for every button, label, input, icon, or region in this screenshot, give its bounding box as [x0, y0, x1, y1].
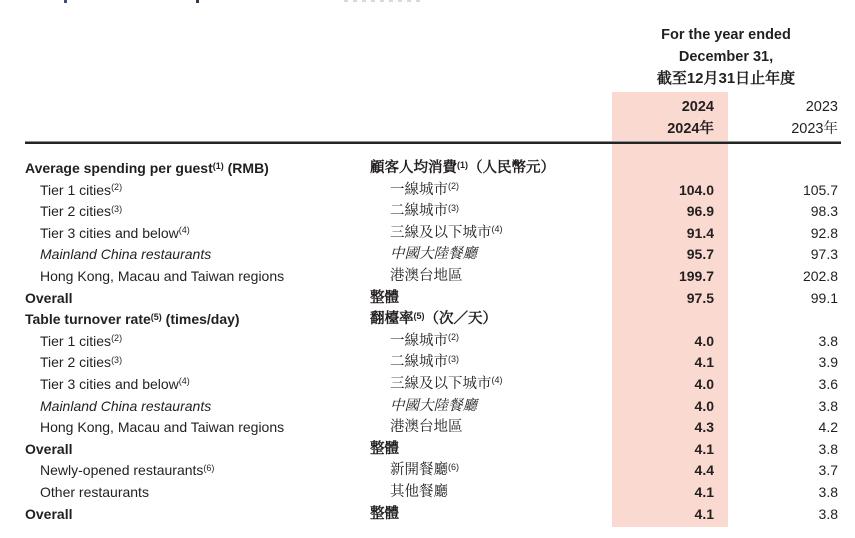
value-2023: 3.8 [818, 440, 838, 457]
value-2023: 92.8 [810, 224, 838, 241]
table-row [25, 417, 838, 439]
header-rule [25, 141, 841, 144]
value-2023: 3.9 [818, 354, 838, 371]
row-label-en: Tier 1 cities$^{(2)}$ [40, 181, 123, 198]
row-label-en: Tier 3 cities and below$^{(4)}$ [40, 224, 190, 241]
value-2024: 104.0 [678, 181, 714, 198]
value-2024: 4.4 [694, 462, 714, 479]
row-label-en: Newly-opened restaurants$^{(6)}$ [40, 462, 215, 479]
value-2024: 96.9 [686, 203, 714, 220]
column-header-2023-en: 2023 [805, 99, 838, 115]
row-label-en: Tier 1 cities$^{(2)}$ [40, 332, 123, 349]
table-row [25, 460, 838, 482]
value-2023 [714, 309, 838, 331]
row-label-zh: 中國大陸餐廳 [390, 397, 477, 414]
period-header-line3: 截至12月31日止年度 [656, 70, 796, 87]
row-label-zh: 整體 [370, 289, 399, 306]
value-2024 [612, 309, 714, 331]
value-2023: 3.6 [818, 375, 838, 392]
value-2023: 97.3 [810, 246, 838, 263]
value-2023: 3.8 [818, 332, 838, 349]
row-label-en: Overall [25, 289, 73, 306]
value-2023: 105.7 [802, 181, 838, 198]
table-row [25, 288, 838, 310]
value-2024: 4.1 [694, 483, 714, 500]
column-header-2024-zh: 2024年 [667, 121, 714, 137]
period-header-line2: December 31, [678, 49, 774, 65]
row-label-en: Mainland China restaurants [40, 246, 212, 263]
column-header-2023-zh: 2023年 [791, 121, 838, 137]
table-row [25, 158, 838, 180]
value-2023: 3.8 [818, 505, 838, 522]
value-2023: 99.1 [810, 289, 838, 306]
row-label-en: Table turnover rate$^{(5)}$ (times/day) [25, 311, 240, 328]
row-label-en: Tier 2 cities$^{(3)}$ [40, 203, 123, 220]
table-row [25, 396, 838, 418]
period-header-line1: For the year ended [661, 27, 791, 43]
table-row [25, 504, 838, 526]
value-2023: 4.2 [818, 419, 838, 436]
value-2023 [714, 158, 838, 180]
value-2023: 3.8 [818, 483, 838, 500]
table-row [25, 309, 838, 331]
table-row [25, 201, 838, 223]
table-row [25, 374, 838, 396]
value-2024: 95.7 [686, 246, 714, 263]
row-label-zh: 中國大陸餐廳 [390, 246, 477, 263]
clipped-text-artifact [344, 0, 420, 2]
row-label-zh: 港澳台地區 [390, 267, 463, 284]
row-label-zh: 整體 [370, 440, 399, 457]
row-label-en: Tier 3 cities and below$^{(4)}$ [40, 375, 190, 392]
value-2023: 3.7 [818, 462, 838, 479]
row-label-zh: 二線城市$^{(3)}$ [390, 353, 459, 371]
value-2024: 4.0 [694, 332, 714, 349]
row-label-zh: 三線及以下城市$^{(4)}$ [390, 224, 503, 241]
clipped-text-artifact [196, 0, 199, 3]
row-label-zh: 新開餐廳$^{(6)}$ [390, 461, 459, 479]
table-row [25, 331, 838, 353]
table-rows [25, 158, 838, 525]
value-2024: 4.1 [694, 440, 714, 457]
row-label-zh: 二線城市$^{(3)}$ [390, 202, 459, 220]
clipped-text-artifact [64, 0, 67, 3]
value-2023: 202.8 [802, 267, 838, 284]
value-2024: 97.5 [686, 289, 714, 306]
value-2024: 4.1 [694, 505, 714, 522]
table-row [25, 439, 838, 461]
table-row [25, 180, 838, 202]
row-label-en: Overall [25, 440, 73, 457]
value-2024: 91.4 [686, 224, 714, 241]
value-2024: 4.0 [694, 397, 714, 414]
table-row [25, 266, 838, 288]
row-label-zh: 翻檯率$^{(5)}$（次／天） [370, 310, 497, 328]
value-2023: 3.8 [818, 397, 838, 414]
row-label-en: Average spending per guest$^{(1)}$ (RMB) [25, 160, 269, 176]
value-2024: 4.3 [694, 419, 714, 436]
row-label-zh: 港澳台地區 [390, 419, 463, 436]
table-row [25, 244, 838, 266]
value-2023: 98.3 [810, 203, 838, 220]
table-row [25, 482, 838, 504]
column-header-2024-en: 2024 [681, 99, 714, 115]
table-row [25, 352, 838, 374]
value-2024 [612, 158, 714, 180]
value-2024: 4.0 [694, 375, 714, 392]
row-label-en: Other restaurants [40, 483, 149, 500]
row-label-zh: 整體 [370, 505, 399, 522]
value-2024: 199.7 [678, 267, 714, 284]
row-label-en: Tier 2 cities$^{(3)}$ [40, 354, 123, 371]
row-label-en: Hong Kong, Macau and Taiwan regions [40, 419, 285, 436]
row-label-zh: 三線及以下城市$^{(4)}$ [390, 375, 503, 392]
value-2024: 4.1 [694, 354, 714, 371]
row-label-zh: 一線城市$^{(2)}$ [390, 332, 459, 349]
row-label-zh: 顧客人均消費$^{(1)}$（人民幣元） [370, 159, 555, 176]
row-label-zh: 其他餐廳 [390, 483, 448, 500]
row-label-en: Mainland China restaurants [40, 397, 212, 414]
row-label-en: Hong Kong, Macau and Taiwan regions [40, 267, 285, 284]
row-label-zh: 一線城市$^{(2)}$ [390, 181, 459, 198]
table-row [25, 223, 838, 245]
row-label-en: Overall [25, 505, 73, 522]
